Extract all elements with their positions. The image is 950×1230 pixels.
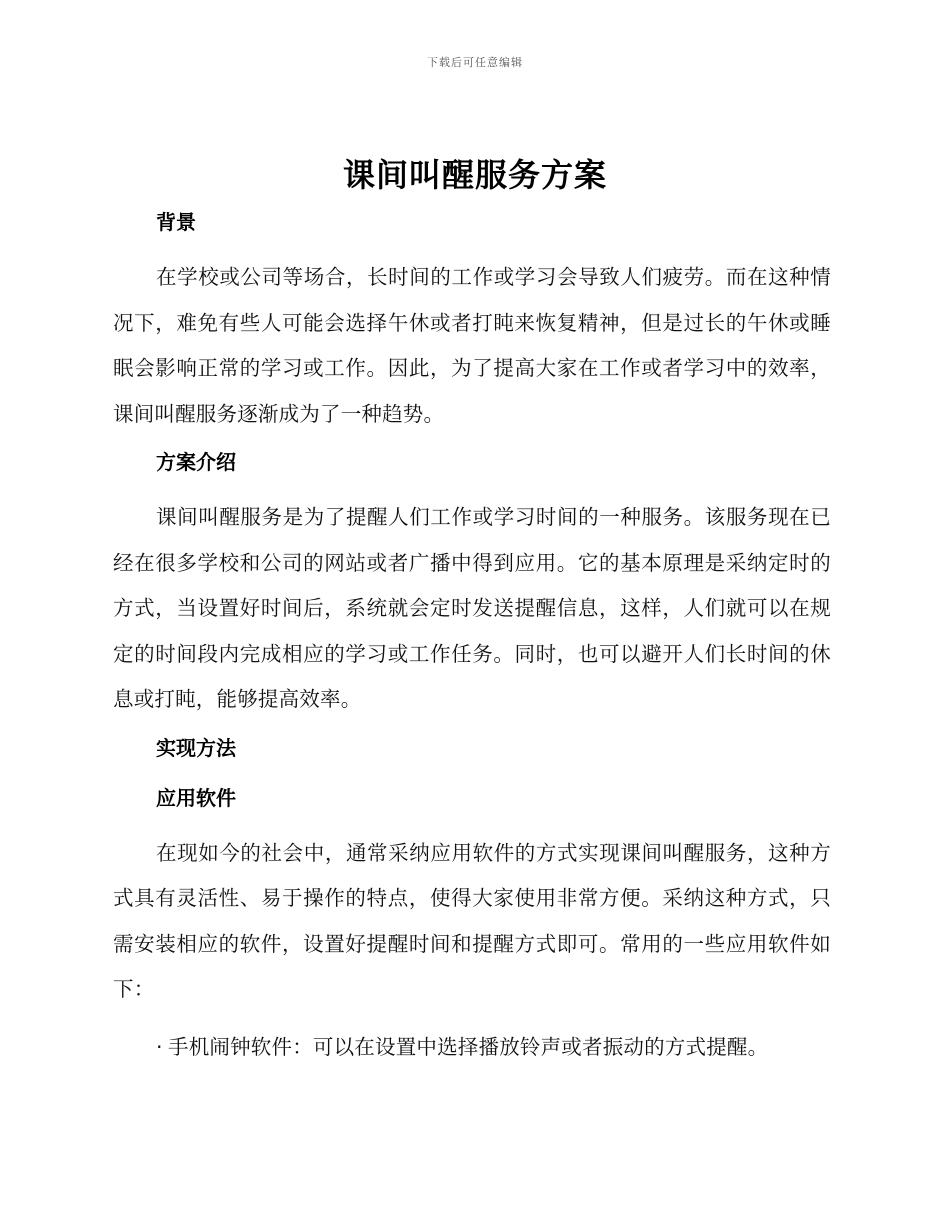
paragraph-background: 在学校或公司等场合，长时间的工作或学习会导致人们疲劳。而在这种情况下，难免有些人可能会选择午休或者打盹来恢复精神，但是过长的午休或睡眠会影响正常的学习或工作。因此，为了提高大家在工作或者学习中的效率，课间叫醒服务逐渐成为了一种趋势。 (113, 265, 831, 426)
section-heading-method: 实现方法 (156, 735, 236, 760)
paragraph-intro: 课间叫醒服务是为了提醒人们工作或学习时间的一种服务。该服务现在已经在很多学校和公司的网站或者广播中得到应用。它的基本原理是采纳定时的方式，当设置好时间后，系统就会定时发送提醒信息，这样，人们就可以在规定的时间段内完成相应的学习或工作任务。同时，也可以避开人们长时间的休息或打盹，能够提高效率。 (113, 505, 831, 711)
subsection-heading-software: 应用软件 (156, 785, 236, 810)
page-header-note: 下载后可任意编辑 (427, 56, 523, 69)
list-item (113, 1025, 831, 1071)
document-title: 课间叫醒服务方案 (342, 156, 607, 194)
section-heading-intro: 方案介绍 (156, 450, 236, 474)
list-item-text: 手机闹钟软件：可以在设置中选择播放铃声或者振动的方式提醒。 (168, 1034, 769, 1059)
paragraph-software: 在现如今的社会中，通常采纳应用软件的方式实现课间叫醒服务，这种方式具有灵活性、易于操作的特点，使得大家使用非常方便。采纳这种方式，只需安装相应的软件，设置好提醒时间和提醒方式即可。常用的一些应用软件如下： (113, 840, 831, 1001)
section-heading-background: 背景 (156, 210, 196, 234)
bullet-marker: · (156, 1034, 163, 1059)
document-body (113, 205, 831, 1070)
